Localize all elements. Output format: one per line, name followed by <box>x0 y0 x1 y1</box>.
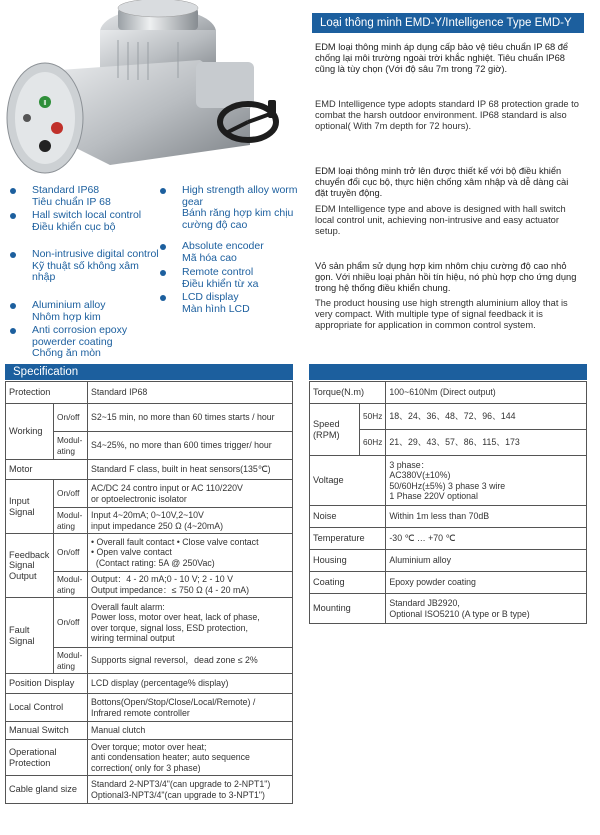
spec-table-left <box>5 381 293 804</box>
spec-table-right <box>309 381 587 624</box>
specification-header: Specification <box>5 364 293 380</box>
table-row: Voltage 3 phase： AC380V(±10%) 50/60Hz(±5%) 3 phase 3 wire 1 Phase 220V optional <box>310 456 587 506</box>
feature-item: Hall switch local control Điều khiển cục bộ <box>10 210 160 233</box>
table-row: Operational Protection Over torque; motor over heat; anti condensation heater; auto sequence correction( only for 3 phase) <box>6 740 293 776</box>
table-row: Manual Switch Manual clutch <box>6 722 293 740</box>
table-row: Position Display LCD display (percentage% display) <box>6 674 293 694</box>
paragraph-en-3: The product housing use high strength aluminium alloy that is very compact. With multiple type of signal feedback it is appropriate for application in common control system. <box>315 298 568 330</box>
black-button-icon <box>39 140 51 152</box>
table-row: Speed (RPM) 50Hz 18、24、36、48、72、96、144 <box>310 404 587 430</box>
feature-item: Standard IP68 Tiêu chuẩn IP 68 <box>10 185 160 208</box>
table-row: Input Signal On/off AC/DC 24 contro input or AC 110/220V or optoelectronic isolator <box>6 480 293 508</box>
table-row: 60Hz 21、29、43、57、86、115、173 <box>310 430 587 456</box>
table-row: Fault Signal On/off Overall fault alarm: Power loss, motor over heat, lack of phase, over torque, signal loss, ESD protection, wiring terminal output <box>6 598 293 648</box>
feature-item: Anti corrosion epoxy powerder coating Chống ăn mòn <box>10 325 160 360</box>
table-row: Noise Within 1m less than 70dB <box>310 506 587 528</box>
table-row: Working On/off S2~15 min, no more than 60 times starts / hour <box>6 404 293 432</box>
features-right <box>160 185 300 325</box>
table-row: Torque(N.m) 100~610Nm (Direct output) <box>310 382 587 404</box>
table-row: Modul-ating Input 4~20mA; 0~10V,2~10V input impedance 250 Ω (4~20mA) <box>6 508 293 534</box>
paragraph-en-1: EMD Intelligence type adopts standard IP 68 protection grade to combat the harsh outdoor environment. IP68 standard is also optional( With 7m depth for 72 hours). <box>315 99 579 131</box>
table-row: Housing Aluminium alloy <box>310 550 587 572</box>
feature-item: Non-intrusive digital control Kỹ thuật số không xâm nhập <box>10 249 160 284</box>
paragraph-en-2: EDM Intelligence type and above is designed with hall switch local control unit, achieving non-intrusive and easy actuator setup. <box>315 204 566 236</box>
feature-item: LCD display Màn hình LCD <box>160 292 300 315</box>
feature-item: Remote control Điều khiển từ xa <box>160 267 300 290</box>
table-row: Local Control Bottons(Open/Stop/Close/Local/Remote) / Infrared remote controller <box>6 694 293 722</box>
product-image <box>0 0 300 180</box>
table-row: Modul-ating Output：4 - 20 mA;0 - 10 V; 2 - 10 V Output impedance：≤ 750 Ω (4 - 20 mA) <box>6 572 293 598</box>
table-row: Cable gland size Standard 2-NPT3/4"(can upgrade to 2-NPT1") Optional3-NPT3/4"(can upgrade to 3-NPT1") <box>6 776 293 804</box>
table-row: Modul-ating S4~25%, no more than 600 times trigger/ hour <box>6 432 293 460</box>
paragraph-vi-2: EDM loại thông minh trở lên được thiết kế với bộ điều khiển chuyển đổi cục bộ, thực hiện chống xâm nhập và dễ dàng cài đặt truyền động. <box>315 166 569 198</box>
table-row: Coating Epoxy powder coating <box>310 572 587 594</box>
paragraph-vi-1: EDM loại thông minh áp dụng cấp bảo vệ tiêu chuẩn IP 68 để chống lại môi trường ngoài trời khắc nghiệt. Tiêu chuẩn IP68 cũng là tùy chọn (Với độ sâu 7m trong 72 giờ). <box>315 42 569 74</box>
table-row: Protection Standard IP68 <box>6 382 293 404</box>
feature-item: High strength alloy worm gear Bánh răng hợp kim chịu cường độ cao <box>160 185 300 231</box>
svg-text:Ⅱ: Ⅱ <box>43 100 47 107</box>
table-row: Feedback Signal Output On/off • Overall fault contact • Close valve contact • Open valve contact (Contact rating: 5A @ 250Vac) <box>6 534 293 572</box>
table-row: Modul-ating Supports signal reversol，dead zone ≤ 2% <box>6 648 293 674</box>
red-button-icon <box>51 122 63 134</box>
feature-item: Absolute encoder Mã hóa cao <box>160 241 300 264</box>
paragraph-vi-3: Vỏ sản phẩm sử dụng hợp kim nhôm chịu cường độ cao nhỏ gọn. Với nhiều loại phản hồi tín hiệu, nó phù hợp cho ứng dụng trong hệ thống điều khiển chung. <box>315 261 577 293</box>
specification-header-right <box>309 364 587 380</box>
table-row: Motor Standard F class, built in heat sensors(135℃) <box>6 460 293 480</box>
features-left <box>10 185 160 360</box>
table-row: Temperature -30 ℃ … +70 ℃ <box>310 528 587 550</box>
table-row: Mounting Standard JB2920, Optional ISO5210 (A type or B type) <box>310 594 587 624</box>
intelligence-type-banner: Loại thông minh EMD-Y/Intelligence Type EMD-Y <box>312 13 584 33</box>
feature-item: Aluminium alloy Nhôm hợp kim <box>10 300 160 323</box>
